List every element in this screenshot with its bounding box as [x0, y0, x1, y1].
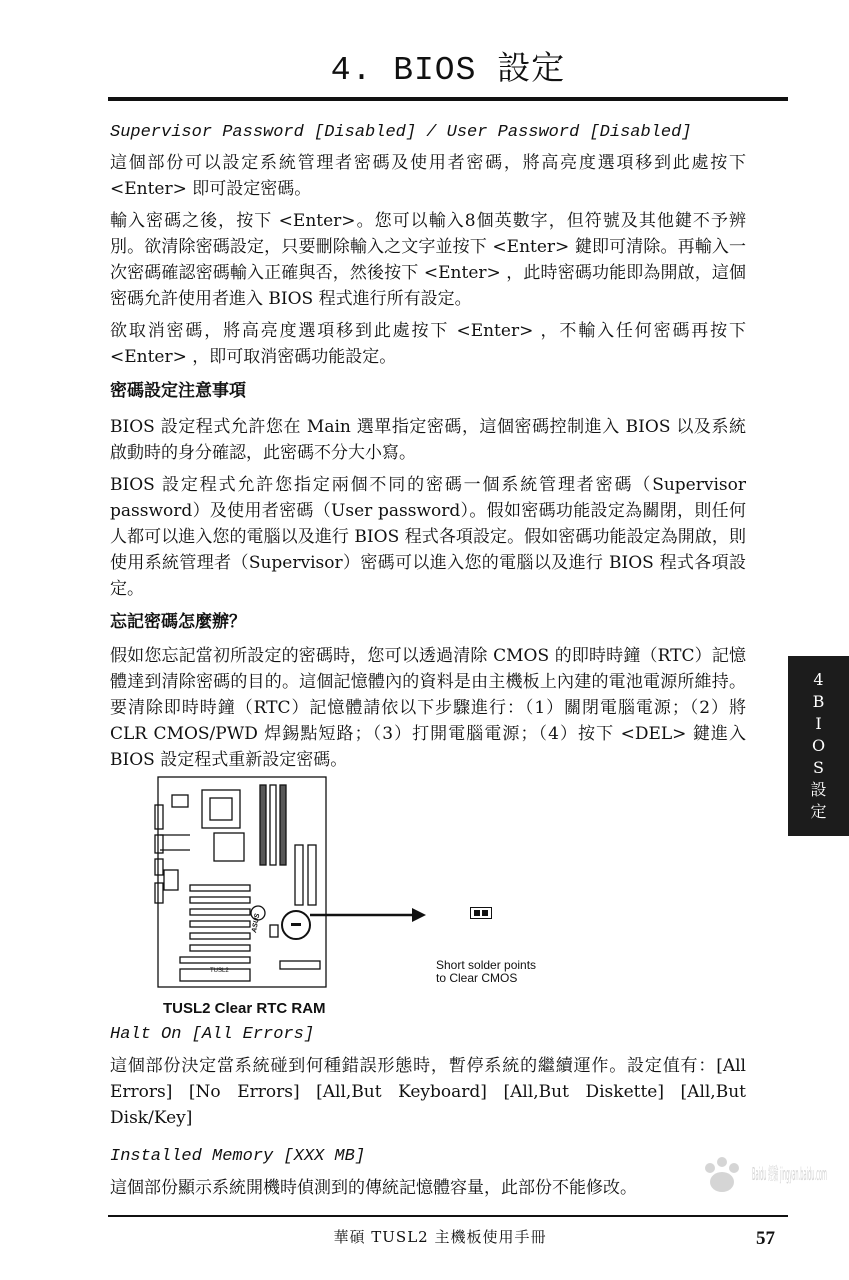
figure-note-line1: Short solder points — [436, 958, 537, 972]
memory-heading: Installed Memory [XXX MB] — [110, 1147, 366, 1166]
notes-paragraph-2: BIOS 設定程式允許您指定兩個不同的密碼一個系統管理者密碼（Supervisor password）及使用者密碼（User password）。假如密碼功能設定為關閉，則任何人都可以進入您的電腦以及進行 BIOS 程式各項設定。假如密碼功能設定為開啟，則使用系統管理者（Supervisor）密碼可以進入您的電腦以及進行 BIOS 程式各項設定。 — [110, 475, 746, 599]
password-paragraph-3: 欲取消密碼，將高亮度選項移到此處按下 <Enter> ，不輸入任何密碼再按下<Enter> ，即可取消密碼功能設定。 — [110, 321, 746, 367]
notes-paragraph-1: BIOS 設定程式允許您在 Main 選單指定密碼，這個密碼控制進入 BIOS 以及系統啟動時的身分確認，此密碼不分大小寫。 — [110, 417, 746, 463]
title-rule — [108, 97, 788, 101]
brand-logo: ASUS — [251, 912, 262, 934]
side-tab-char: O — [811, 736, 826, 755]
memory-paragraph-1: 這個部份顯示系統開機時偵測到的傳統記憶體容量，此部份不能修改。 — [110, 1178, 637, 1198]
notes-heading: 密碼設定注意事項 — [110, 381, 246, 401]
halt-heading: Halt On [All Errors] — [110, 1025, 315, 1044]
side-tab-char: 設 — [810, 780, 827, 799]
password-paragraph-1: 這個部份可以設定系統管理者密碼及使用者密碼，將高亮度選項移到此處按下 <Enter> 即可設定密碼。 — [110, 153, 746, 199]
footer-text: 華碩 TUSL2 主機板使用手冊 — [333, 1228, 547, 1246]
page-title: 4. BIOS 設定 — [330, 52, 566, 89]
side-tab-char: S — [813, 758, 824, 777]
forgot-heading: 忘記密碼怎麼辦？ — [110, 612, 246, 632]
halt-paragraph-1: 這個部份決定當系統碰到何種錯誤形態時，暫停系統的繼續運作。設定值有：[All Errors] [No Errors] [All,But Keyboard] [All,But Diskette] [All,But Disk/Key] — [110, 1056, 746, 1128]
password-paragraph-2: 輸入密碼之後，按下 <Enter>。您可以輸入8個英數字，但符號及其他鍵不予辨別。欲清除密碼設定，只要刪除輸入之文字並按下 <Enter> 鍵即可清除。再輸入一次密碼確認密碼輸入正確與否，然後按下 <Enter> ，此時密碼功能即為開啟，這個密碼允許使用者進入 BIOS 程式進行所有設定。 — [110, 211, 746, 309]
side-tab — [788, 656, 849, 836]
baidu-watermark — [690, 1150, 830, 1210]
jumper-solder-points — [470, 907, 492, 919]
figure-note — [436, 959, 596, 985]
password-heading: Supervisor Password [Disabled] / User Password [Disabled] — [110, 123, 692, 142]
figure-note-line2: to Clear CMOS — [436, 971, 518, 985]
side-tab-char: B — [812, 692, 825, 711]
side-tab-char: 4 — [813, 670, 824, 689]
figure-caption: TUSL2 Clear RTC RAM — [163, 1000, 326, 1017]
side-tab-char: 定 — [810, 802, 827, 821]
watermark-text: Baidu 經驗 jingyan.baidu.com — [752, 1164, 827, 1185]
page-number: 57 — [756, 1228, 775, 1249]
footer-rule — [108, 1215, 788, 1217]
forgot-paragraph-1: 假如您忘記當初所設定的密碼時，您可以透過清除 CMOS 的即時時鐘（RTC）記憶體達到清除密碼的目的。這個記憶體內的資料是由主機板上內建的電池電源所維持。要清除即時時鐘（RTC）記憶體請依以下步驟進行：（1）關閉電腦電源；（2）將 CLR CMOS/PWD 焊錫點短路；（3）打開電腦電源；（4）按下 <DEL> 鍵進入 BIOS 設定程式重新設定密碼。 — [110, 646, 746, 770]
side-tab-char: I — [815, 714, 822, 733]
board-label: TUSL2 — [210, 968, 229, 974]
